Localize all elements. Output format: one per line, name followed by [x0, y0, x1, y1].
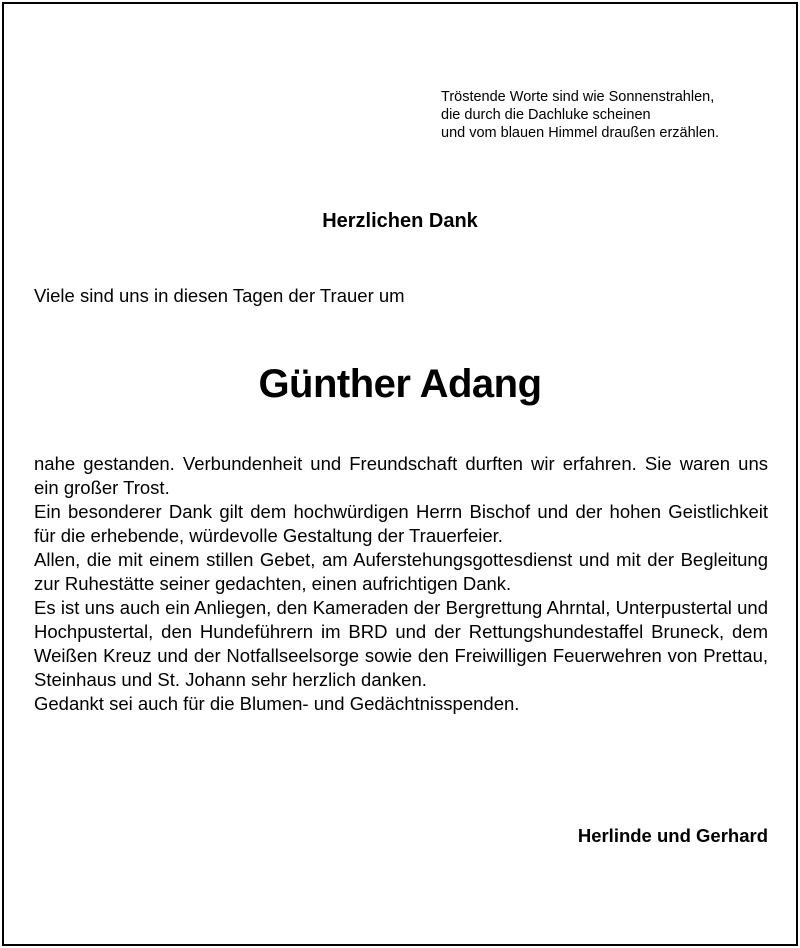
paragraph: nahe gestanden. Verbundenheit und Freundschaft durften wir erfahren. Sie waren uns ein großer Trost.	[34, 453, 768, 498]
signature: Herlinde und Gerhard	[577, 825, 768, 846]
thanks-body	[34, 452, 768, 716]
paragraph: Ein besonderer Dank gilt dem hochwürdigen Herrn Bischof und der hohen Geistlichkeit für die erhebende, würdevolle Gestaltung der Trauerfeier.	[34, 501, 768, 546]
quote-block	[441, 88, 771, 142]
paragraph: Gedankt sei auch für die Blumen- und Gedächtnisspenden.	[34, 693, 520, 714]
deceased-name: Günther Adang	[258, 362, 542, 406]
quote-line: Tröstende Worte sind wie Sonnenstrahlen,	[441, 89, 715, 105]
heading: Herzlichen Dank	[322, 210, 478, 232]
paragraph: Allen, die mit einem stillen Gebet, am Auferstehungsgottesdienst und mit der Begleitung zur Ruhestätte seiner gedachten, einen aufrichtigen Dank.	[34, 549, 768, 594]
paragraph: Es ist uns auch ein Anliegen, den Kameraden der Bergrettung Ahrntal, Unterpustertal und Hochpustertal, den Hundeführern im BRD und der Rettungshundestaffel Bruneck, dem Weißen Kreuz und der Notfallseelsorge sowie den Freiwilligen Feuerwehren von Prettau, Steinhaus und St. Johann sehr herzlich danken.	[34, 597, 768, 690]
quote-line: und vom blauen Himmel draußen erzählen.	[441, 125, 720, 141]
quote-line: die durch die Dachluke scheinen	[441, 107, 651, 123]
intro-text: Viele sind uns in diesen Tagen der Trauer um	[34, 285, 405, 306]
